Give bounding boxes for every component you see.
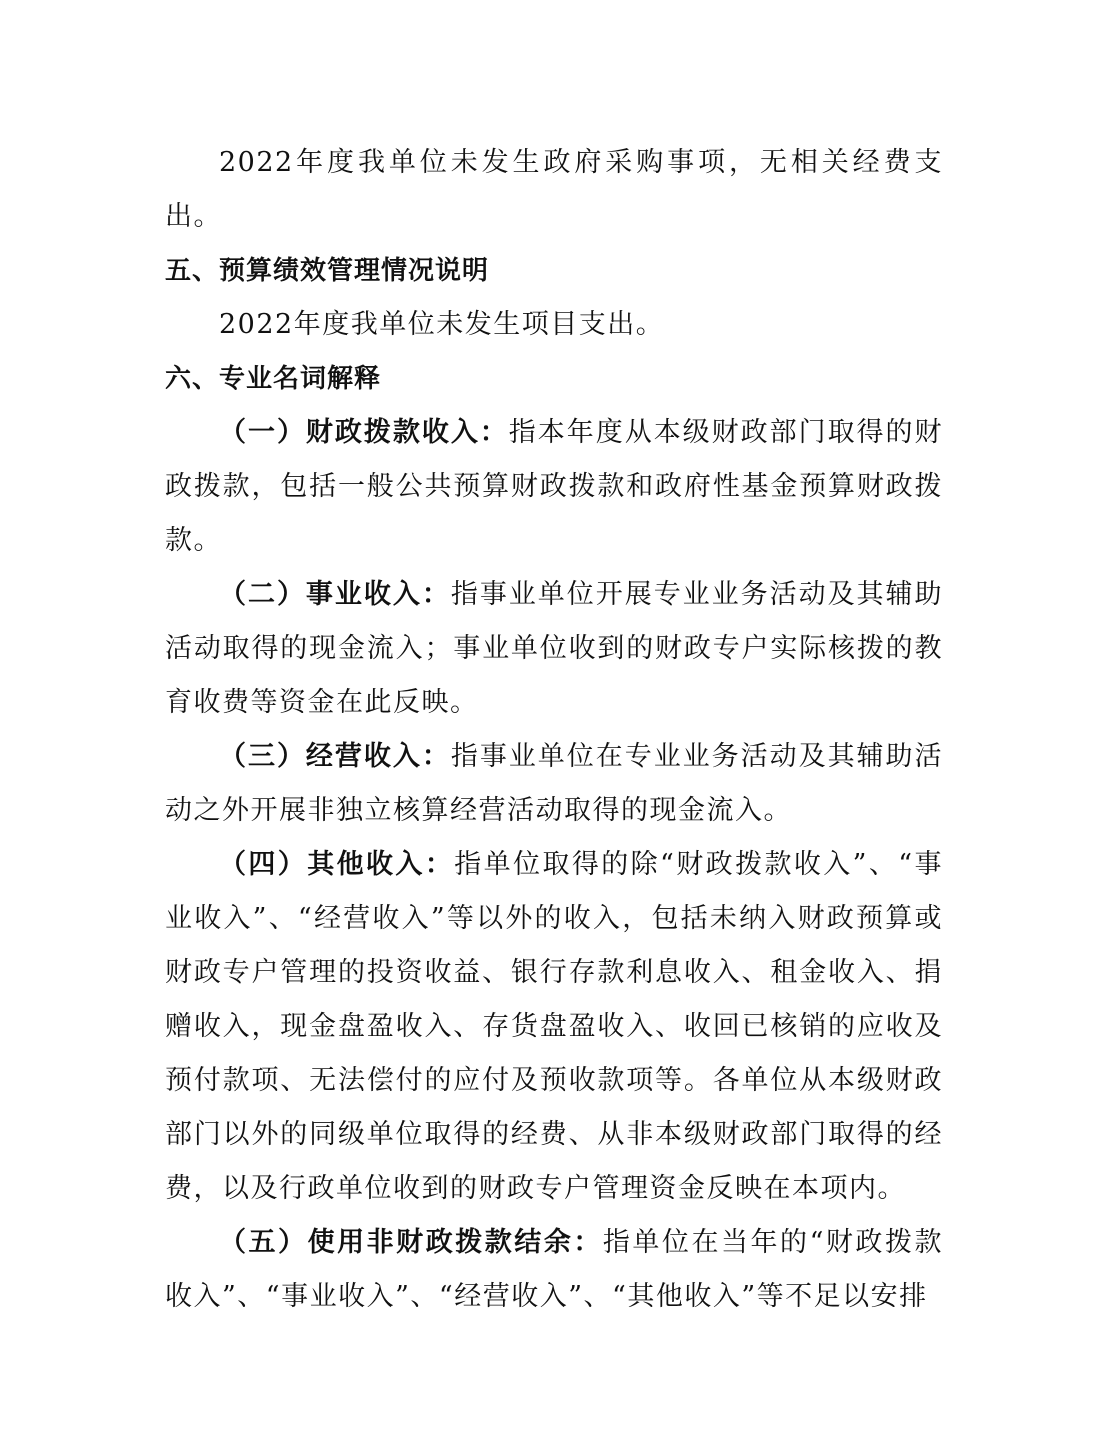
definition-text: 指单位取得的除“财政拨款收入”、“事业收入”、“经营收入”等以外的收入，包括未纳入财政预算或财政专户管理的投资收益、银行存款利息收入、租金收入、捐赠收入，现金盘盈收入、存货盘盈收入、收回已核销的应收及预付款项、无法偿付的应付及预收款项等。各单位从本级财政部门以外的同级单位取得的经费、从非本级财政部门取得的经费，以及行政单位收到的财政专户管理资金反映在本项内。 [165,849,943,1204]
section-heading-glossary: 六、专业名词解释 [165,364,382,394]
definition-term: （五）使用非财政拨款结余： [219,1227,603,1258]
definition-text: 指单位在当年的“财政拨款收入”、“事业收入”、“经营收入”、“其他收入”等不足以安排 [165,1227,943,1312]
definition-term: （一）财政拨款收入： [219,417,509,448]
definition-text: 指本年度从本级财政部门取得的财政拨款，包括一般公共预算财政拨款和政府性基金预算财政拨款。 [165,417,944,556]
definition-text: 指事业单位在专业业务活动及其辅助活动之外开展非独立核算经营活动取得的现金流入。 [165,741,944,826]
definition-term: （二）事业收入： [219,579,451,610]
definition-text: 指事业单位开展专业业务活动及其辅助活动取得的现金流入；事业单位收到的财政专户实际核拨的教育收费等资金在此反映。 [165,579,944,718]
definition-fiscal-appropriation [165,406,943,568]
section-heading-performance: 五、预算绩效管理情况说明 [165,256,490,286]
definition-other-income [165,838,943,1216]
definition-non-fiscal-balance [165,1216,943,1324]
project-expense-paragraph: 2022年度我单位未发生项目支出。 [219,309,665,340]
definition-term: （四）其他收入： [219,849,455,880]
definition-term: （三）经营收入： [219,741,451,772]
document-body [165,136,943,1324]
definition-business-income [165,568,943,730]
procurement-paragraph: 2022年度我单位未发生政府采购事项，无相关经费支出。 [165,147,943,232]
definition-operating-income [165,730,943,838]
